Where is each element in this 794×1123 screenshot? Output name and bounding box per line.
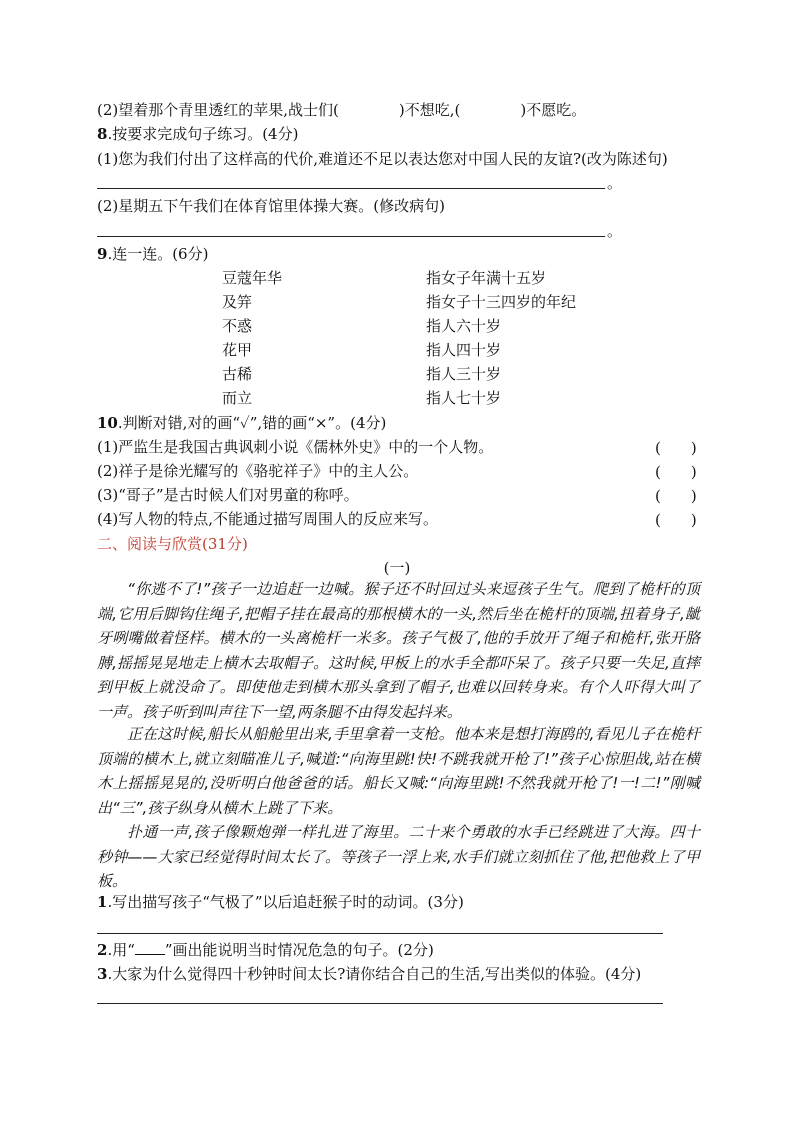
passage-paragraph-1: “你逃不了!”孩子一边追赶一边喊。猴子还不时回过头来逗孩子生气。爬到了桅杆的顶端,它用后脚钩住绳子,把帽子挂在最高的那根横木的一头,然后坐在桅杆的顶端,扭着身子,龇牙咧嘴做着怪样。横木的一头离桅杆一米多。孩子气极了,他的手放开了绳子和桅杆,张开胳膊,摇摇晃晃地走上横木去取帽子。这时候,甲板上的水手全都吓呆了。孩子只要一失足,直摔到甲板上就没命了。即使他走到横木那头拿到了帽子,也难以回转身来。有个人吓得大叫了一声。孩子听到叫声往下一望,两条腿不由得发起抖来。	[97, 580, 700, 721]
q10-title-text: .判断对错,对的画“✓”,错的画“×”。(4分)	[117, 414, 387, 432]
q8-title-text: .按要求完成句子练习。(4分)	[107, 125, 299, 143]
match-right-item[interactable]: 指人三十岁	[426, 365, 502, 383]
q7-item-2: (2)望着那个青里透红的苹果,战士们( )不想吃,( )不愿吃。	[97, 101, 587, 119]
answer-parens[interactable]: ( )	[655, 463, 697, 481]
reading-q1-text: .写出描写孩子“气极了”以后追赶猴子时的动词。(3分)	[107, 893, 464, 911]
match-right-item[interactable]: 指人六十岁	[426, 317, 502, 335]
reading-q2-number: 2	[97, 941, 108, 959]
reading-q3	[97, 964, 641, 984]
reading-q2-post: ”画出能说明当时情况危急的句子。(2分)	[164, 941, 434, 959]
match-left-item[interactable]: 古稀	[222, 365, 253, 383]
reading-q1	[97, 892, 464, 912]
answer-line[interactable]	[97, 188, 605, 189]
answer-parens[interactable]: ( )	[655, 439, 697, 457]
match-left-item[interactable]: 豆蔻年华	[222, 269, 283, 287]
period-mark: 。	[607, 174, 623, 192]
passage-heading: (一)	[383, 559, 411, 577]
answer-parens[interactable]: ( )	[655, 487, 697, 505]
match-right-item[interactable]: 指人七十岁	[426, 389, 502, 407]
reading-q3-text: .大家为什么觉得四十秒钟时间太长?请你结合自己的生活,写出类似的体验。(4分)	[107, 965, 642, 983]
match-right-item[interactable]: 指女子年满十五岁	[426, 269, 547, 287]
answer-line[interactable]	[97, 1003, 663, 1004]
reading-q2-pre: .用“	[107, 941, 135, 959]
match-right-item[interactable]: 指女子十三四岁的年纪	[426, 293, 577, 311]
q9-number: 9	[97, 245, 108, 263]
q8-sentence-2: (2)星期五下午我们在体育馆里体操大赛。(修改病句)	[97, 197, 445, 215]
passage-paragraph-3: 扑通一声,孩子像颗炮弹一样扎进了海里。二十来个勇敢的水手已经跳进了大海。四十秒钟——大家已经觉得时间太长了。等孩子一浮上来,水手们就立刻抓住了他,把他救上了甲板。	[97, 823, 700, 890]
answer-line[interactable]	[97, 236, 605, 237]
match-left-item[interactable]: 不惑	[222, 317, 253, 335]
reading-q2	[97, 940, 434, 960]
q10-number: 10	[97, 414, 118, 432]
q8-title	[97, 124, 298, 144]
passage-paragraph-2: 正在这时候,船长从船舱里出来,手里拿着一支枪。他本来是想打海鸥的,看见儿子在桅杆顶端的横木上,就立刻瞄准儿子,喊道:“向海里跳!快!不跳我就开枪了!”孩子心惊胆战,站在横木上摇摇晃晃的,没听明白他爸爸的话。船长又喊:“向海里跳!不然我就开枪了!一!二!”刚喊出“三”,孩子纵身从横木上跳了下来。	[97, 725, 700, 817]
q9-title-text: .连一连。(6分)	[107, 245, 209, 263]
match-right-item[interactable]: 指人四十岁	[426, 341, 502, 359]
match-left-item[interactable]: 及笄	[222, 293, 253, 311]
q10-item: (2)祥子是徐光耀写的《骆驼祥子》中的主人公。	[97, 462, 419, 480]
q9-title	[97, 244, 208, 264]
section-heading: 二、阅读与欣赏(31分)	[97, 535, 248, 553]
q10-title	[97, 413, 386, 433]
q10-item: (3)“哥子”是古时候人们对男童的称呼。	[97, 486, 359, 504]
reading-q3-number: 3	[97, 965, 108, 983]
match-left-item[interactable]: 花甲	[222, 341, 253, 359]
reading-q1-number: 1	[97, 893, 108, 911]
match-left-item[interactable]: 而立	[222, 389, 253, 407]
underline-sample	[135, 940, 165, 955]
q10-item: (1)严监生是我国古典讽刺小说《儒林外史》中的一个人物。	[97, 438, 494, 456]
answer-line[interactable]	[97, 933, 663, 934]
q10-item: (4)写人物的特点,不能通过描写周围人的反应来写。	[97, 510, 439, 528]
q8-sentence-1: (1)您为我们付出了这样高的代价,难道还不足以表达您对中国人民的友谊?(改为陈述句)	[97, 150, 668, 168]
period-mark: 。	[607, 222, 623, 240]
q8-number: 8	[97, 125, 108, 143]
answer-parens[interactable]: ( )	[655, 511, 697, 529]
